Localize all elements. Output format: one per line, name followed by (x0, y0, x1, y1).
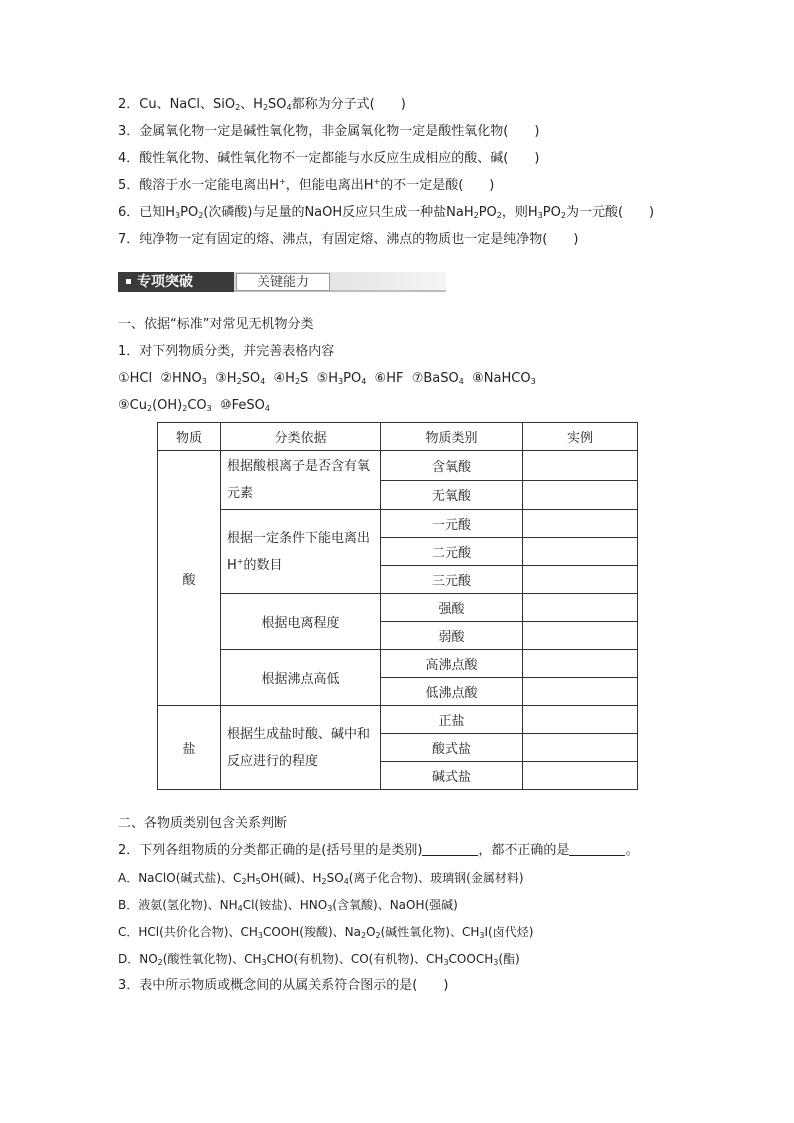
statement-3: 3．金属氧化物一定是碱性氧化物，非金属氧化物一定是酸性氧化物( ) (118, 124, 540, 139)
table-row (158, 451, 638, 481)
cell-category: 弱酸 (381, 622, 523, 650)
option-d[interactable]: D．$NO_2$(酸性氧化物)、$CH_3CHO$(有机物)、CO(有机物)、$CH_3COOCH_3$(酯) (118, 952, 520, 967)
substance-list-2: $⑨Cu_2(OH)_2CO_3$ ⑩FeSO$_4$ (118, 398, 270, 413)
cell-category: 二元酸 (381, 538, 523, 566)
cell-example-blank[interactable] (523, 734, 638, 762)
square-bullet-icon (126, 279, 131, 284)
header-category: 物质类别 (381, 423, 523, 451)
header-substance: 物质 (158, 423, 221, 451)
section-banner (118, 270, 430, 294)
option-c[interactable]: C．HCl(共价化合物)、$CH_3COOH$(羧酸)、$Na_2O_2$(碱性氧化物)、$CH_3I$(卤代烃) (118, 925, 534, 940)
question-3: 3．表中所示物质或概念间的从属关系符合图示的是( ) (118, 978, 449, 993)
cell-example-blank[interactable] (523, 538, 638, 566)
substance-list-1: ①HCl $②HNO_3$ $③H_2SO_4$ $④H_2S$ $⑤H_3PO_4$ ⑥HF ⑦BaSO$_4$ ⑧NaHCO$_3$ (118, 371, 536, 386)
question-2: 2．下列各组物质的分类都正确的是(括号里的是类别) ，都不正确的是 。 (118, 843, 639, 858)
statement-2: 2．Cu、NaCl、SiO$_2$、$H_2SO_4$都称为分子式( ) (118, 97, 406, 112)
cell-example-blank[interactable] (523, 451, 638, 481)
cell-example-blank[interactable] (523, 594, 638, 622)
banner-title-box (118, 272, 234, 292)
answer-blank-2[interactable] (569, 843, 625, 856)
statement-5: 5．酸溶于水一定能电离出H+，但能电离出H+的不一定是酸( ) (118, 177, 495, 193)
section1-heading: 一、依据“标准”对常见无机物分类 (118, 317, 314, 332)
cell-category: 无氧酸 (381, 480, 523, 510)
cell-criterion-boiling-point: 根据沸点高低 (221, 650, 381, 706)
cell-example-blank[interactable] (523, 650, 638, 678)
cell-example-blank[interactable] (523, 762, 638, 790)
option-a[interactable]: A．NaClO(碱式盐)、$C_2H_5OH$(碱)、$H_2SO_4$(离子化合物)、玻璃钢(金属材料) (118, 871, 524, 886)
question-1: 1．对下列物质分类，并完善表格内容 (118, 344, 335, 359)
cell-criterion-neutralization: 根据生成盐时酸、碱中和反应进行的程度 (221, 706, 381, 790)
table-row (158, 650, 638, 678)
header-criterion: 分类依据 (221, 423, 381, 451)
cell-criterion-ionization-count: 根据一定条件下能电离出H+的数目 (221, 510, 381, 594)
header-examples: 实例 (523, 423, 638, 451)
cell-example-blank[interactable] (523, 622, 638, 650)
cell-category: 含氧酸 (381, 451, 523, 481)
cell-category: 三元酸 (381, 566, 523, 594)
cell-example-blank[interactable] (523, 510, 638, 538)
cell-salt: 盐 (158, 706, 221, 790)
cell-category: 强酸 (381, 594, 523, 622)
statement-6: 6．已知$H_3PO_2$(次磷酸)与足量的NaOH反应只生成一种盐$NaH_2PO_2$，则$H_3PO_2$为一元酸( ) (118, 205, 655, 220)
table-row (158, 594, 638, 622)
classification-table (157, 422, 638, 790)
table-row (158, 706, 638, 734)
banner-title: 专项突破 (137, 274, 193, 290)
section2-heading: 二、各物质类别包含关系判断 (118, 816, 288, 831)
table-row (158, 510, 638, 538)
table-header-row (158, 423, 638, 451)
statement-4: 4．酸性氧化物、碱性氧化物不一定都能与水反应生成相应的酸、碱( ) (118, 151, 540, 166)
banner-tab: 关键能力 (236, 273, 330, 291)
statement-7: 7．纯净物一定有固定的熔、沸点，有固定熔、沸点的物质也一定是纯净物( ) (118, 232, 579, 247)
answer-blank-1[interactable] (422, 843, 478, 856)
cell-category: 高沸点酸 (381, 650, 523, 678)
cell-example-blank[interactable] (523, 566, 638, 594)
cell-example-blank[interactable] (523, 480, 638, 510)
cell-acid: 酸 (158, 451, 221, 706)
cell-category: 碱式盐 (381, 762, 523, 790)
cell-category: 低沸点酸 (381, 678, 523, 706)
cell-category: 一元酸 (381, 510, 523, 538)
cell-example-blank[interactable] (523, 706, 638, 734)
cell-criterion-ionization-degree: 根据电离程度 (221, 594, 381, 650)
cell-criterion-oxygen: 根据酸根离子是否含有氧元素 (221, 451, 381, 510)
cell-category: 正盐 (381, 706, 523, 734)
option-b[interactable]: B．液氨(氢化物)、$NH_4Cl$(铵盐)、$HNO_3$(含氧酸)、NaOH(强碱) (118, 898, 458, 913)
cell-example-blank[interactable] (523, 678, 638, 706)
cell-category: 酸式盐 (381, 734, 523, 762)
